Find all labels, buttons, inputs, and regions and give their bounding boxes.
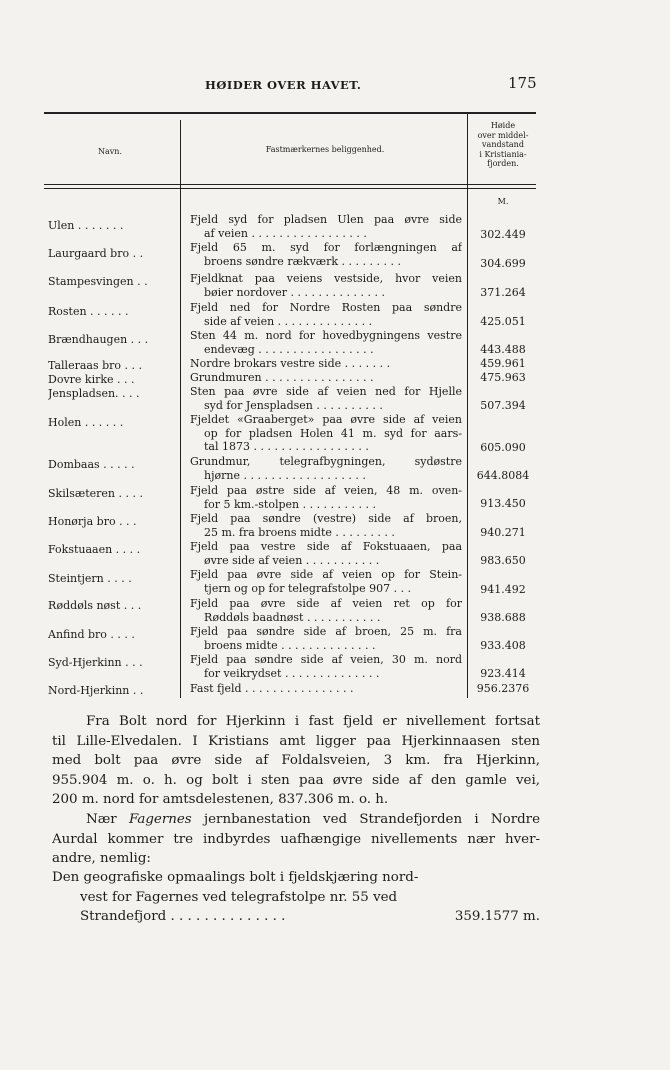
header-height-line: Høide xyxy=(490,121,516,130)
description-line: øvre side af veien . . . . . . . . . . . xyxy=(204,553,380,567)
row-name: Jenspladsen. . . . xyxy=(48,387,140,400)
description-line: Fjeldet «Graaberget» paa øvre side af veien xyxy=(190,413,462,426)
row-description xyxy=(190,213,462,240)
row-description xyxy=(190,413,462,454)
header-bottom-rule xyxy=(44,184,536,185)
row-height: 371.264 xyxy=(480,286,526,299)
row-height: 302.449 xyxy=(480,228,526,241)
header-bottom-rule-2 xyxy=(44,188,536,189)
row-height: 475.963 xyxy=(480,371,526,384)
paragraph-line: 955.904 m. o. h. og bolt i sten paa øvre side af den gamle vei, xyxy=(52,772,540,788)
description-line: af veien . . . . . . . . . . . . . . . . . xyxy=(204,226,367,240)
row-name: Brændhaugen . . . xyxy=(48,333,149,346)
description-line: tjern og op for telegrafstolpe 907 . . . xyxy=(204,581,412,595)
description-line: for veikrydset . . . . . . . . . . . . . . xyxy=(204,666,380,680)
row-name: Laurgaard bro . . xyxy=(48,247,144,260)
row-height: 933.408 xyxy=(480,639,526,652)
description-line: side af veien . . . . . . . . . . . . . . xyxy=(204,314,373,328)
row-name: Anfind bro . . . . xyxy=(48,628,135,641)
row-height: 938.688 xyxy=(480,611,526,624)
row-name: Dovre kirke . . . xyxy=(48,373,135,386)
paragraph-2 xyxy=(52,810,540,869)
row-height: 507.394 xyxy=(480,399,526,412)
description-line: syd for Jenspladsen . . . . . . . . . . xyxy=(204,398,383,412)
italic-place-name: Fagernes xyxy=(129,812,192,827)
row-description xyxy=(190,371,462,385)
description-line: Røddøls baadnøst . . . . . . . . . . . xyxy=(204,610,381,624)
row-description xyxy=(190,512,462,539)
row-name: Røddøls nøst . . . xyxy=(48,599,142,612)
row-name: Stampesvingen . . xyxy=(48,275,148,288)
description-line: Fjeldknat paa veiens vestside, hvor veien xyxy=(190,272,462,285)
paragraph-line: Aurdal kommer tre indbyrdes uafhængige nivellements nær hver- xyxy=(52,831,540,847)
table-top-rule xyxy=(44,112,536,114)
header-name: Navn. xyxy=(98,147,122,156)
row-name: Talleraas bro . . . xyxy=(48,359,143,372)
paragraph-line: til Lille-Elvedalen. I Kristians amt ligger paa Hjerkinnaasen sten xyxy=(52,733,540,749)
column-divider-2 xyxy=(467,114,468,698)
row-description xyxy=(190,455,462,482)
description-line: op for pladsen Holen 41 m. syd for aars- xyxy=(204,426,462,440)
header-height-line: over middel- xyxy=(477,130,529,140)
description-line: Fjeld paa vestre side af Fokstuaaen, paa xyxy=(190,540,462,553)
page-number: 175 xyxy=(508,74,537,92)
header-height-line: i Kristiania- xyxy=(479,149,527,159)
description-line: hjørne . . . . . . . . . . . . . . . . . . xyxy=(204,468,366,482)
paragraph-line xyxy=(52,907,540,927)
row-name: Skilsæteren . . . . xyxy=(48,487,143,500)
header-height-line: vandstand xyxy=(482,140,524,149)
row-name: Holen . . . . . . xyxy=(48,416,124,429)
description-line: broens søndre rækværk . . . . . . . . . xyxy=(204,254,401,268)
description-line: Sten paa øvre side af veien ned for Hjelle xyxy=(190,385,462,398)
paragraph-line xyxy=(52,810,540,830)
row-description xyxy=(190,540,462,567)
paragraph-1 xyxy=(52,712,540,810)
paragraph-line: andre, nemlig: xyxy=(52,851,151,866)
row-description xyxy=(190,357,462,371)
height-value: 359.1577 m. xyxy=(454,909,540,924)
description-line: 25 m. fra broens midte . . . . . . . . . xyxy=(204,525,395,539)
description-line: tal 1873 . . . . . . . . . . . . . . . . . xyxy=(204,440,369,454)
description-line: broens midte . . . . . . . . . . . . . . xyxy=(204,638,376,652)
row-description xyxy=(190,385,462,412)
row-height: 425.051 xyxy=(480,315,526,328)
row-description xyxy=(190,625,462,652)
row-name: Fokstuaaen . . . . xyxy=(48,543,141,556)
description-line: Fjeld paa øvre side af veien ret op for xyxy=(190,597,462,610)
text-fragment: Nær xyxy=(86,812,117,827)
row-height: 923.414 xyxy=(480,667,526,680)
description-line: Fjeld ned for Nordre Rosten paa søndre xyxy=(190,301,462,314)
row-description xyxy=(190,568,462,595)
row-description xyxy=(190,597,462,624)
row-height: 304.699 xyxy=(480,257,526,270)
text-fragment: jernbanestation ved Strandefjorden i Nordre xyxy=(203,812,540,827)
header-height xyxy=(470,121,536,169)
row-description xyxy=(190,484,462,511)
row-description xyxy=(190,682,462,696)
description-line: Grundmuren . . . . . . . . . . . . . . . . xyxy=(190,371,374,384)
paragraph-3 xyxy=(52,868,540,927)
row-height: 940.271 xyxy=(480,526,526,539)
description-line: Fjeld paa søndre (vestre) side af broen, xyxy=(190,512,462,525)
row-height: 459.961 xyxy=(480,357,526,370)
description-line: Fjeld paa søndre side af veien, 30 m. nord xyxy=(190,653,462,666)
description-line: endevæg . . . . . . . . . . . . . . . . . xyxy=(204,342,374,356)
row-description xyxy=(190,272,462,299)
row-height: 941.492 xyxy=(480,583,526,596)
description-line: Fjeld syd for pladsen Ulen paa øvre side xyxy=(190,213,462,226)
row-name: Dombaas . . . . . xyxy=(48,458,135,471)
description-line: Sten 44 m. nord for hovedbygningens vestre xyxy=(190,329,462,342)
row-height: 983.650 xyxy=(480,554,526,567)
description-line: Fjeld paa søndre side af broen, 25 m. fra xyxy=(190,625,462,638)
description-line: Fast fjeld . . . . . . . . . . . . . . . . xyxy=(190,682,354,695)
paragraph-line: 200 m. nord for amtsdelestenen, 837.306 m. o. h. xyxy=(52,792,389,807)
row-description xyxy=(190,329,462,356)
paragraph-line: med bolt paa øvre side af Foldalsveien, 3 km. fra Hjerkinn, xyxy=(52,753,540,768)
row-description xyxy=(190,653,462,680)
header-location: Fastmærkernes beliggenhed. xyxy=(265,145,385,154)
row-name: Ulen . . . . . . . xyxy=(48,219,124,232)
paragraph-line: Fra Bolt nord for Hjerkinn i fast fjeld er nivellement fortsat xyxy=(86,714,540,729)
row-height: 644.8084 xyxy=(476,469,530,482)
paragraph-line: Den geografiske opmaalings bolt i fjeldskjæring nord- xyxy=(52,870,419,885)
location-label: Strandefjord . . . . . . . . . . . . . . xyxy=(80,909,286,924)
row-height: 956.2376 xyxy=(476,682,530,695)
row-description xyxy=(190,241,462,268)
row-name: Syd-Hjerkinn . . . xyxy=(48,656,143,669)
row-description xyxy=(190,301,462,328)
description-line: Fjeld 65 m. syd for forlængningen af xyxy=(190,241,462,254)
paragraph-line: vest for Fagernes ved telegrafstolpe nr. 55 ved xyxy=(80,889,398,905)
description-line: bøier nordover . . . . . . . . . . . . . . xyxy=(204,285,385,299)
column-divider-1 xyxy=(180,120,181,698)
running-head: HØIDER OVER HAVET. xyxy=(205,78,362,92)
description-line: Fjeld paa østre side af veien, 48 m. oven- xyxy=(190,484,462,497)
row-height: 913.450 xyxy=(480,497,526,510)
height-unit: M. xyxy=(497,197,509,206)
description-line: Grundmur, telegrafbygningen, sydøstre xyxy=(190,455,462,468)
description-line: Fjeld paa øvre side af veien op for Stein- xyxy=(190,568,462,581)
description-line: for 5 km.-stolpen . . . . . . . . . . . xyxy=(204,497,377,511)
row-name: Honørja bro . . . xyxy=(48,515,137,528)
row-height: 605.090 xyxy=(480,441,526,454)
row-height: 443.488 xyxy=(480,343,526,356)
header-height-line: fjorden. xyxy=(487,159,519,168)
row-name: Steintjern . . . . xyxy=(48,572,132,585)
row-name: Nord-Hjerkinn . . xyxy=(48,684,144,697)
row-name: Rosten . . . . . . xyxy=(48,305,129,318)
description-line: Nordre brokars vestre side . . . . . . . xyxy=(190,357,391,370)
